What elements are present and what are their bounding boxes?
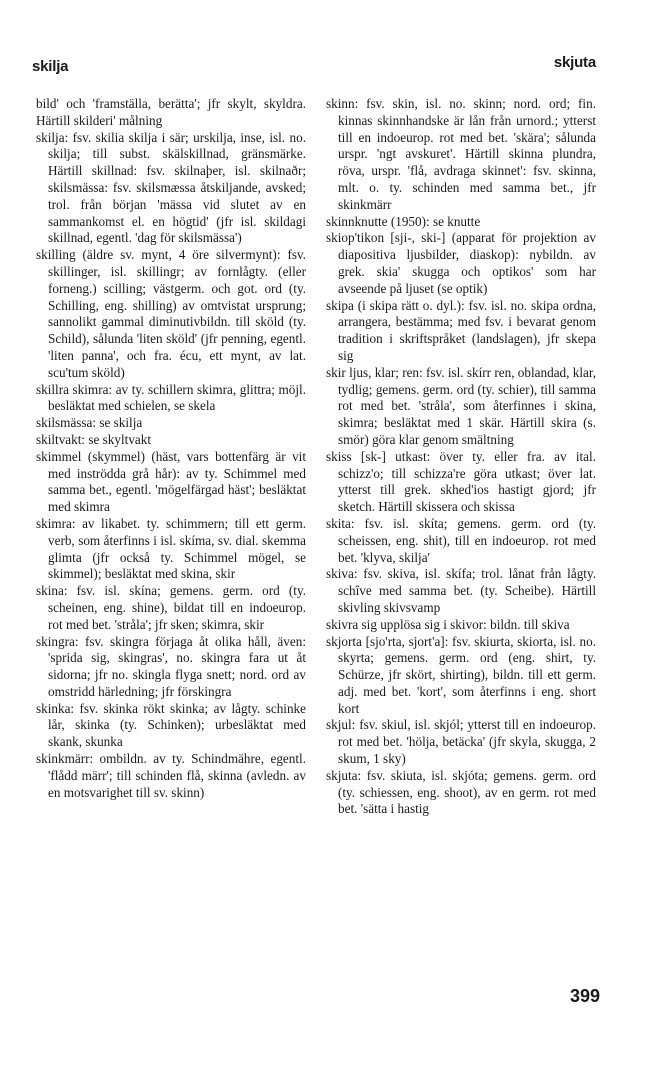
dictionary-entry: skina: fsv. isl. skína; gemens. germ. ord (ty. scheinen, eng. shine), bildat till en indoeurop. rot med bet. 'stråla'; jfr sken; skimra, skir [36, 583, 306, 632]
dictionary-entry: skinnknutte (1950): se knutte [326, 213, 481, 229]
dictionary-entry: skir ljus, klar; ren: fsv. isl. skírr ren, oblandad, klar, tydlig; gemens. germ. ord (ty. schier), till samma rot med bet. 'stråla', som återfinnes i skina, skimra; besläktat med 1 skär. Härtill skira (s. smör) göra klar genom smältning [326, 364, 597, 447]
dictionary-entry: skjul: fsv. skiul, isl. skjól; ytterst till en indoeurop. rot med bet. 'hölja, betäcka' (jfr skyla, skugga, 2 skum, 1 sky) [326, 717, 596, 767]
page-number: 399 [569, 986, 600, 1006]
dictionary-entry: skiss [sk-] utkast: över ty. eller fra. av ital. schizz'o; till schizza're göra utkast; över lat. ytterst till grek. skhed'ios hastigt gjord; jfr sketch. Härtill skissera och skissa [326, 448, 596, 515]
dictionary-entry: skjuta: fsv. skiuta, isl. skjóta; gemens. germ. ord (ty. schiessen, eng. shoot), av en germ. rot med bet. 'sätta i hastig [326, 767, 596, 817]
left-guide-word: skilja [32, 58, 69, 75]
dictionary-entry: bild' och 'framställa, berätta'; jfr skylt, skyldra. Härtill skilderi' målning [36, 96, 306, 128]
dictionary-entry: skimmel (skymmel) (häst, vars bottenfärg är vit med inströdda grå hår): av ty. Schimmel med samma bet., egentl. 'mögelfärgad häst'; besläktat med skimra [36, 448, 306, 515]
dictionary-entry: skjorta [sjo'rta, sjort'a]: fsv. skiurta, skiorta, isl. no. skyrta; gemens. germ. ord (eng. shirt, ty. Schürze, jfr skört, shirting), bildn. till ett germ. adj. med bet. 'kort', som återfinns i eng. short kort [326, 633, 596, 716]
dictionary-entry: skilling (äldre sv. mynt, 4 öre silvermynt): fsv. skillinger, isl. skillingr; av fornlågty. (eller forneng.) scilling; västgerm. och got. ord (ty. Schilling, eng. shilling) av omtvistat ursprung; sannolikt gammal diminutivbildn. till sköld (ty. Schild), sålunda 'liten sköld' (jfr penning, egentl. 'liten panna', och fra. écu, ett mynt, av lat. scu'tum sköld) [36, 247, 306, 380]
dictionary-entry: skiltvakt: se skyltvakt [36, 431, 152, 447]
dictionary-entry: skiva: fsv. skiva, isl. skífa; trol. lånat från lågty. schîve med samma bet. (ty. Scheibe). Härtill skivling skivsvamp [326, 566, 596, 615]
dictionary-entry: skilja: fsv. skilia skilja i sär; urskilja, inse, isl. no. skilja; till subst. skälskillnad, gränsmärke. Härtill skillnad: fsv. skilnaþer, isl. skilnaðr; skilsmässa: fsv. skilsmæssa åtskiljande, avsked; trol. från början 'mässa vid slutet av en sammankomst el. en högtid' (jfr isl. skildagi skillnad, egentl. 'dag för skilsmässa') [36, 129, 306, 246]
dictionary-entry: skita: fsv. isl. skíta; gemens. germ. ord (ty. scheissen, eng. shit), till en indoeurop. rot med bet. 'klyva, skilja' [326, 515, 596, 565]
left-column [36, 96, 306, 801]
dictionary-entry: skinn: fsv. skin, isl. no. skinn; nord. ord; fin. kinnas skinnhandske är lån från urnord.; ytterst till en indoeurop. rot med bet. 'skära'; sålunda urspr. 'ngt avskuret'. Härtill skinna plundra, röva, urspr. 'flå, avdraga skinnet': fsv. skinna, mlt. o. ty. schinden med samma bet., jfr skinkmärr [326, 96, 596, 212]
dictionary-entry: skiop'tikon [sji-, ski-] (apparat för projektion av diapositiva ljusbilder, diaskop): nybildn. av grek. skia' skugga och optikos' som har avseende på ljuset (se optik) [326, 230, 596, 296]
right-column [326, 96, 596, 818]
right-guide-word: skjuta [553, 54, 596, 71]
dictionary-entry: skilsmässa: se skilja [36, 415, 143, 431]
dictionary-entry: skingra: fsv. skingra förjaga åt olika håll, även: 'sprida sig, skingras', no. skingra fara ut åt sidorna; jfr no. skingla flyga snett; nord. ord av omstridd härledning; jfr förskingra [36, 633, 306, 699]
dictionary-entry: skipa (i skipa rätt o. dyl.): fsv. isl. no. skipa ordna, arrangera, bestämma; med fsv. i bevarat genom tradition i skriftspråket (landslagen), jfr skepa sig [326, 297, 596, 363]
dictionary-entry: skinkmärr: ombildn. av ty. Schindmähre, egentl. 'flådd märr'; till schinden flå, skinna (avledn. av en motsvarighet till sv. skinn) [36, 751, 306, 800]
dictionary-entry: skivra sig upplösa sig i skivor: bildn. till skiva [326, 616, 570, 632]
dictionary-entry: skinka: fsv. skinka rökt skinka; av lågty. schinke lår, skinka (ty. Schinken); urbesläktat med skank, skunka [36, 700, 306, 750]
dictionary-entry: skimra: av likabet. ty. schimmern; till ett germ. verb, som återfinns i isl. skíma, sv. dial. skemma glimta (jfr också ty. Schimmel mögel, se skimmel); besläktat med skina, skir [36, 515, 306, 582]
dictionary-entry: skillra skimra: av ty. schillern skimra, glittra; möjl. besläktat med schielen, se skela [36, 381, 306, 414]
running-header [0, 54, 664, 78]
